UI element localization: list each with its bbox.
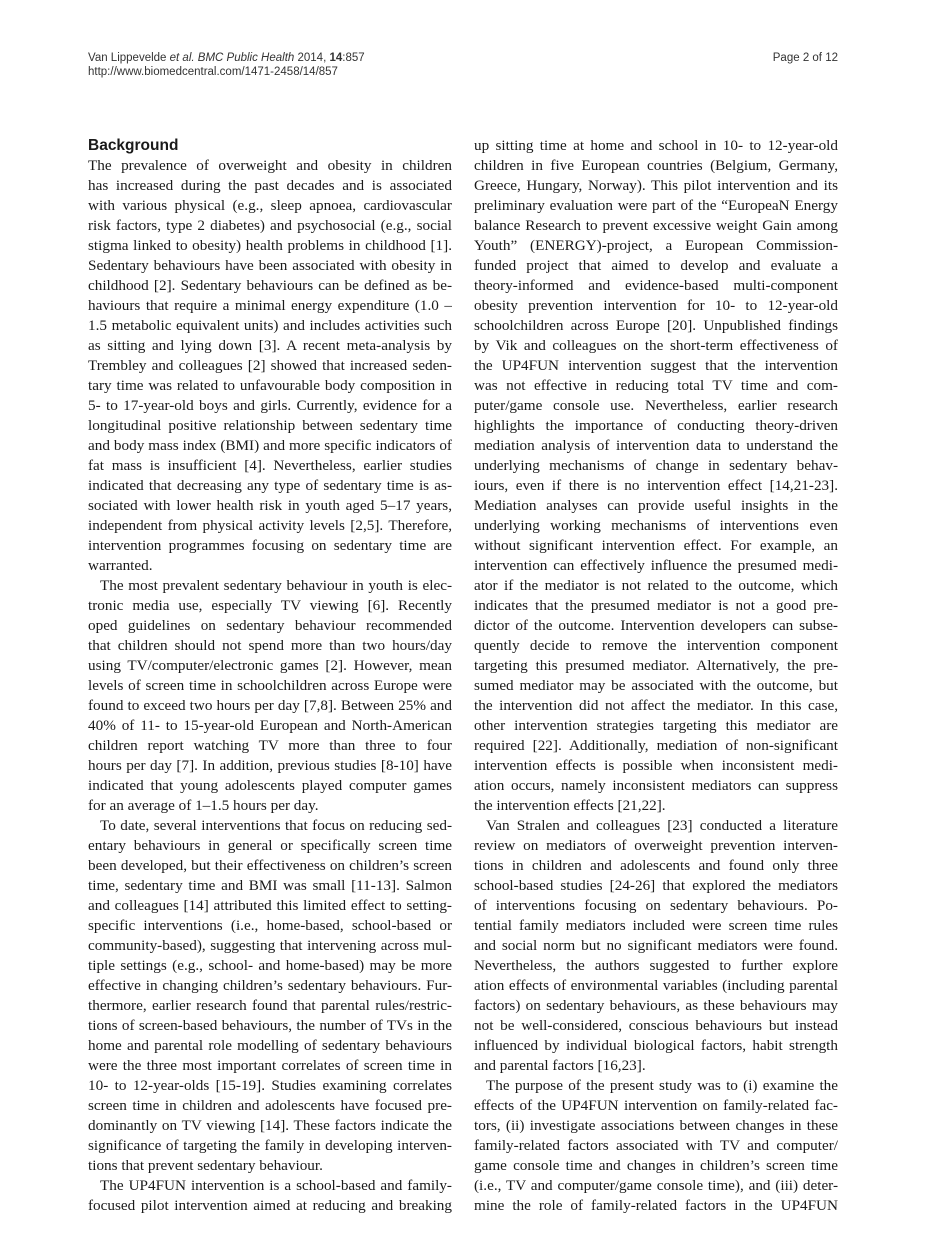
- text-line: balance Research to prevent excessive weight Gain among: [474, 217, 838, 234]
- running-header-citation: [88, 51, 365, 79]
- text-line: up sitting time at home and school in 10- to 12-year-old: [474, 137, 838, 154]
- text-line: was not effective in reducing total TV time and com-: [474, 377, 838, 394]
- journal-name: BMC Public Health: [197, 52, 295, 64]
- text-line: iours, even if there is no intervention effect [14,21-23].: [474, 477, 838, 494]
- text-line: been developed, but their effectiveness on children’s screen: [88, 857, 452, 874]
- text-line: game console time and changes in children’s screen time: [474, 1157, 838, 1174]
- text-line: specific interventions (i.e., home-based, school-based or: [88, 917, 452, 934]
- text-line: warranted.: [88, 557, 153, 574]
- left-column: [88, 136, 452, 1216]
- text-line: the intervention did not affect the mediator. In this case,: [474, 697, 838, 714]
- text-line: highlights the importance of conducting theory-driven: [474, 417, 838, 434]
- text-line: ator if the mediator is not related to the outcome, which: [474, 577, 838, 594]
- text-line: intervention effects is possible when inconsistent medi-: [474, 757, 838, 774]
- article-url[interactable]: http://www.biomedcentral.com/1471-2458/14/857: [88, 66, 338, 78]
- text-line: entary behaviours in general or specifically screen time: [88, 837, 452, 854]
- text-line: Nevertheless, the authors suggested to further explore: [474, 957, 838, 974]
- text-line: has increased during the past decades and is associated: [88, 177, 452, 194]
- text-line: screen time in children and adolescents have focused pre-: [88, 1097, 452, 1114]
- text-line: focused pilot intervention aimed at reducing and breaking: [88, 1197, 452, 1214]
- text-line: Trembley and colleagues [2] showed that increased seden-: [88, 357, 452, 374]
- text-line: longitudinal positive relationship between sedentary time: [88, 417, 452, 434]
- text-line: for an average of 1–1.5 hours per day.: [88, 797, 319, 814]
- text-line: the intervention effects [21,22].: [474, 797, 666, 814]
- text-line: mediation analysis of intervention data to understand the: [474, 437, 838, 454]
- text-line: funded project that aimed to develop and evaluate a: [474, 257, 838, 274]
- text-line: family-related factors associated with TV and computer/: [474, 1137, 838, 1154]
- volume: 14: [329, 52, 343, 64]
- text-line: found to exceed two hours per day [7,8]. Between 25% and: [88, 697, 452, 714]
- text-line: ation occurs, namely inconsistent mediators can suppress: [474, 777, 838, 794]
- text-line: and social norm but no significant mediators were found.: [474, 937, 838, 954]
- text-line: schoolchildren across Europe [20]. Unpublished findings: [474, 317, 838, 334]
- text-line: as sitting and lying down [3]. A recent meta-analysis by: [88, 337, 452, 354]
- citation-line: [88, 51, 365, 65]
- text-line: targeting this presumed mediator. Alternatively, the pre-: [474, 657, 838, 674]
- text-line: indicates that the presumed mediator is not a good pre-: [474, 597, 838, 614]
- text-line: 40% of 11- to 15-year-old European and North-American: [88, 717, 452, 734]
- text-line: The UP4FUN intervention is a school-based and family-: [100, 1177, 452, 1194]
- text-line: 5- to 17-year-old boys and girls. Currently, evidence for a: [88, 397, 452, 414]
- text-line: thermore, earlier research found that parental rules/restric-: [88, 997, 452, 1014]
- text-line: haviours that require a minimal energy expenditure (1.0 –: [88, 297, 452, 314]
- text-line: tions of screen-based behaviours, the number of TVs in the: [88, 1017, 452, 1034]
- right-column: [474, 136, 838, 1216]
- text-line: factors) on sedentary behaviours, as these behaviours may: [474, 997, 838, 1014]
- text-line: levels of screen time in schoolchildren across Europe were: [88, 677, 452, 694]
- text-line: The most prevalent sedentary behaviour in youth is elec-: [100, 577, 452, 594]
- text-line: tronic media use, especially TV viewing [6]. Recently: [88, 597, 452, 614]
- text-line: quently decide to remove the intervention component: [474, 637, 838, 654]
- text-line: Mediation analyses can provide useful insights in the: [474, 497, 838, 514]
- text-line: mine the role of family-related factors in the UP4FUN: [474, 1197, 838, 1214]
- text-line: not be well-considered, conscious behaviours but instead: [474, 1017, 838, 1034]
- text-line: effects of the UP4FUN intervention on family-related fac-: [474, 1097, 838, 1114]
- text-line: obesity prevention intervention for 10- to 12-year-old: [474, 297, 838, 314]
- text-line: and body mass index (BMI) and more specific indicators of: [88, 437, 452, 454]
- text-line: by Vik and colleagues on the short-term effectiveness of: [474, 337, 838, 354]
- text-line: using TV/computer/electronic games [2]. However, mean: [88, 657, 452, 674]
- text-line: The purpose of the present study was to (i) examine the: [486, 1077, 838, 1094]
- text-line: influenced by individual biological factors, habit strength: [474, 1037, 838, 1054]
- text-line: tions that prevent sedentary behaviour.: [88, 1157, 323, 1174]
- text-line: other intervention strategies targeting this mediator are: [474, 717, 838, 734]
- text-line: Sedentary behaviours have been associated with obesity in: [88, 257, 452, 274]
- text-line: fat mass is insufficient [4]. Nevertheless, earlier studies: [88, 457, 452, 474]
- text-line: (i.e., TV and computer/game console time), and (iii) deter-: [474, 1177, 838, 1194]
- text-line: risk factors, type 2 diabetes) and psychosocial (e.g., social: [88, 217, 452, 234]
- text-line: school-based studies [24-26] that explored the mediators: [474, 877, 838, 894]
- text-line: stigma linked to obesity) health problems in childhood [1].: [88, 237, 452, 254]
- text-line: To date, several interventions that focus on reducing sed-: [100, 817, 452, 834]
- text-line: underlying working mechanisms of interventions even: [474, 517, 838, 534]
- text-line: children report watching TV more than three to four: [88, 737, 452, 754]
- text-line: without significant intervention effect. For example, an: [474, 537, 838, 554]
- text-line: puter/game console use. Nevertheless, earlier research: [474, 397, 838, 414]
- text-line: childhood [2]. Sedentary behaviours can be defined as be-: [88, 277, 452, 294]
- text-line: hours per day [7]. In addition, previous studies [8-10] have: [88, 757, 452, 774]
- text-line: tors, (ii) investigate associations between changes in these: [474, 1117, 838, 1134]
- text-line: time, sedentary time and BMI was small [11-13]. Salmon: [88, 877, 452, 894]
- text-line: intervention can effectively influence the presumed medi-: [474, 557, 838, 574]
- text-line: underlying mechanisms of change in sedentary behav-: [474, 457, 838, 474]
- text-line: Van Stralen and colleagues [23] conducted a literature: [486, 817, 838, 834]
- text-line: review on mediators of overweight prevention interven-: [474, 837, 838, 854]
- text-line: sociated with lower health risk in youth aged 5–17 years,: [88, 497, 452, 514]
- text-line: home and parental role modelling of sedentary behaviours: [88, 1037, 452, 1054]
- text-line: oped guidelines on sedentary behaviour recommended: [88, 617, 452, 634]
- text-line: The prevalence of overweight and obesity in children: [88, 157, 452, 174]
- text-line: tions in children and adolescents and found only three: [474, 857, 838, 874]
- page-number: Page 2 of 12: [772, 52, 838, 64]
- year: 2014,: [297, 52, 327, 64]
- text-line: dominantly on TV viewing [14]. These factors indicate the: [88, 1117, 452, 1134]
- text-line: indicated that decreasing any type of sedentary time is as-: [88, 477, 452, 494]
- text-line: that children should not spend more than two hours/day: [88, 637, 452, 654]
- text-line: preliminary evaluation were part of the “EuropeaN Energy: [474, 197, 838, 214]
- text-line: tary time was related to unfavourable body composition in: [88, 377, 452, 394]
- text-line: community-based), suggesting that intervening across mul-: [88, 937, 452, 954]
- section-heading: Background: [88, 137, 179, 154]
- text-line: ation effects of environmental variables (including parental: [474, 977, 838, 994]
- text-line: Greece, Hungary, Norway). This pilot intervention and its: [474, 177, 838, 194]
- article-number: :857: [342, 52, 365, 64]
- author: Van Lippevelde: [88, 52, 167, 64]
- text-line: and colleagues [14] attributed this limited effect to setting-: [88, 897, 452, 914]
- text-line: required [22]. Additionally, mediation of non-significant: [474, 737, 838, 754]
- text-line: with various physical (e.g., sleep apnoea, cardiovascular: [88, 197, 452, 214]
- text-line: Youth” (ENERGY)-project, a European Commission-: [474, 237, 838, 254]
- text-line: of interventions focusing on sedentary behaviours. Po-: [474, 897, 838, 914]
- text-line: intervention programmes focusing on sedentary time are: [88, 537, 452, 554]
- text-line: and parental factors [16,23].: [474, 1057, 646, 1074]
- et-al: et al.: [169, 52, 195, 64]
- text-line: were the three most important correlates of screen time in: [88, 1057, 452, 1074]
- text-line: sumed mediator may be associated with the outcome, but: [474, 677, 838, 694]
- text-line: theory-informed and evidence-based multi-component: [474, 277, 838, 294]
- text-line: the UP4FUN intervention suggest that the intervention: [474, 357, 838, 374]
- text-line: 10- to 12-year-olds [15-19]. Studies examining correlates: [88, 1077, 452, 1094]
- text-line: tiple settings (e.g., school- and home-based) may be more: [88, 957, 452, 974]
- text-line: children in five European countries (Belgium, Germany,: [474, 157, 838, 174]
- text-line: dictor of the outcome. Intervention developers can subse-: [474, 617, 838, 634]
- text-line: indicated that young adolescents played computer games: [88, 777, 452, 794]
- text-line: significance of targeting the family in developing interven-: [88, 1137, 452, 1154]
- text-line: effective in changing children’s sedentary behaviours. Fur-: [88, 977, 452, 994]
- text-line: independent from physical activity levels [2,5]. Therefore,: [88, 517, 452, 534]
- text-line: tential family mediators included were screen time rules: [474, 917, 838, 934]
- text-line: 1.5 metabolic equivalent units) and includes activities such: [88, 317, 452, 334]
